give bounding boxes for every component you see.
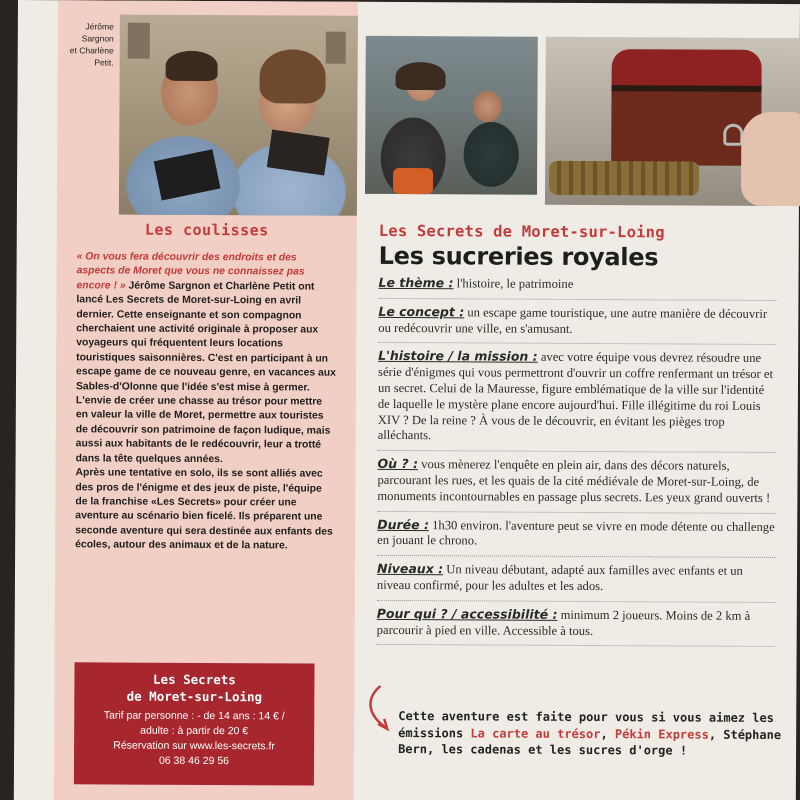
niveaux-label: Niveaux : xyxy=(376,561,444,577)
block-pour-qui xyxy=(377,601,775,648)
niveaux-text: Un niveau débutant, adapté aux familles avec enfants et un niveau confirmé, pour les adultes et les ados. xyxy=(376,562,743,594)
photo-caption: Jérôme Sargnon et Charlène Petit. xyxy=(69,21,114,68)
sidebar-coulisses xyxy=(55,214,357,554)
sidebar-title: Les coulisses xyxy=(144,220,269,240)
founders-photo xyxy=(119,15,358,216)
pour-qui-text: minimum 2 joueurs. Moins de 2 km à parcourir à pied en ville. Accessible à tous. xyxy=(376,607,751,638)
info-box-tarif-2: adulte : à partir de 20 € xyxy=(140,724,249,738)
info-box-phone: 06 38 46 29 56 xyxy=(158,754,230,768)
article-headline: Les sucreries royales xyxy=(378,241,659,272)
block-mission xyxy=(378,343,777,453)
sidebar-quote: « On vous fera découvrir des endroits et des aspects de Moret que vous ne connaissez pas encore ! » xyxy=(76,251,305,292)
info-box-title-1: Les Secrets xyxy=(152,671,236,688)
mission-label: L'histoire / la mission : xyxy=(378,348,538,365)
magazine-page xyxy=(14,0,800,800)
block-duree xyxy=(377,511,775,558)
duree-text: 1h30 environ. l'aventure peut se vivre en mode détente ou challenge en jouant le chrono. xyxy=(377,517,775,548)
article-kicker: Les Secrets de Moret-sur-Loing xyxy=(378,221,665,242)
duree-label: Durée : xyxy=(377,516,430,532)
curved-arrow-icon xyxy=(364,684,398,734)
info-box-tarif-1: Tarif par personne : - de 14 ans : 14 € / xyxy=(103,709,285,723)
closing-text-2: , xyxy=(600,726,615,741)
closing-note xyxy=(398,708,788,760)
theme-label: Le thème : xyxy=(378,274,454,291)
block-ou xyxy=(377,451,775,513)
closing-highlight-1: La carte au trésor xyxy=(470,725,601,741)
pour-qui-label: Pour qui ? / accessibilité : xyxy=(376,605,558,622)
block-concept xyxy=(378,299,776,346)
visitors-photo xyxy=(365,36,538,195)
ou-text: vous mènerez l'enquête en plein air, dans des décors naturels, parcourant les rues, et les quais de la cité médiévale de Moret-sur-Loing, de monuments incontournables en passage plus secrets. Les yeux grand ouverts ! xyxy=(377,457,771,505)
mission-text: avec votre équipe vous devrez résoudre une série d'énigmes qui vous permettront d'ouvrir un coffre renfermant un trésor et un secret. Celui de la Mauresse, figure emblématique de la ville sur l'identité de laquelle le mystère plane encore aujourd'hui. Fille illégitime du roi Louis XIV ? De la reine ? À vous de le découvrir, en évitant les pièges trop alléchants. xyxy=(377,350,774,443)
block-niveaux xyxy=(377,556,775,603)
closing-highlight-2: Pékin Express xyxy=(614,726,709,742)
sidebar-paragraph-3: Après une tentative en solo, ils se sont alliés avec des pros de l'énigme et des jeux de piste, l'équipe de la franchise «Les Secrets» pour créer une aventure au scénario bien ficelé. Ils préparent une seconde aventure qui sera destinée aux enfants des écoles, autour des animaux et de la nature. xyxy=(75,467,333,552)
sidebar-paragraph-2: L'envie de créer une chasse au trésor pour mettre en valeur la ville de Moret, permettre aux touristes de découvrir son patrimoine de façon ludique, mais aussi aux habitants de le redécouvrir, leur a trotté dans la tête quelques années. xyxy=(75,395,331,465)
closing-text-1: Cette aventure est faite pour vous si vous aimez les émissions xyxy=(398,709,774,740)
article xyxy=(377,216,777,647)
block-theme xyxy=(378,270,776,301)
concept-text: un escape game touristique, une autre manière de découvrir ou redécouvrir une ville, en s'amusant. xyxy=(378,305,768,336)
info-box-reservation[interactable]: Réservation sur www.les-secrets.fr xyxy=(113,739,275,753)
ou-label: Où ? : xyxy=(377,456,419,472)
concept-label: Le concept : xyxy=(378,303,465,320)
info-box xyxy=(74,662,315,785)
sidebar-paragraph-1: Jérôme Sargnon et Charlène Petit ont lancé Les Secrets de Moret-sur-Loing en avril dernier. Cette enseignante et son compagnon cherchaient une activité originale à proposer aux voyageurs qui fréquentent leurs locations touristiques saisonnières. C'est en participant à un escape game de ce nouveau genre, en vacances aux Sables-d'Olonne que l'idée s'est mise à germer. xyxy=(75,280,336,394)
closing-text-3: , Stéphane Bern, les cadenas et les sucres d'orge ! xyxy=(398,727,782,758)
theme-text: l'histoire, le patrimoine xyxy=(453,276,574,291)
sidebar-body xyxy=(75,250,337,554)
info-box-title-2: de Moret-sur-Loing xyxy=(126,688,263,705)
founders-photo-block xyxy=(57,14,358,216)
treasure-chest-photo xyxy=(545,37,800,206)
